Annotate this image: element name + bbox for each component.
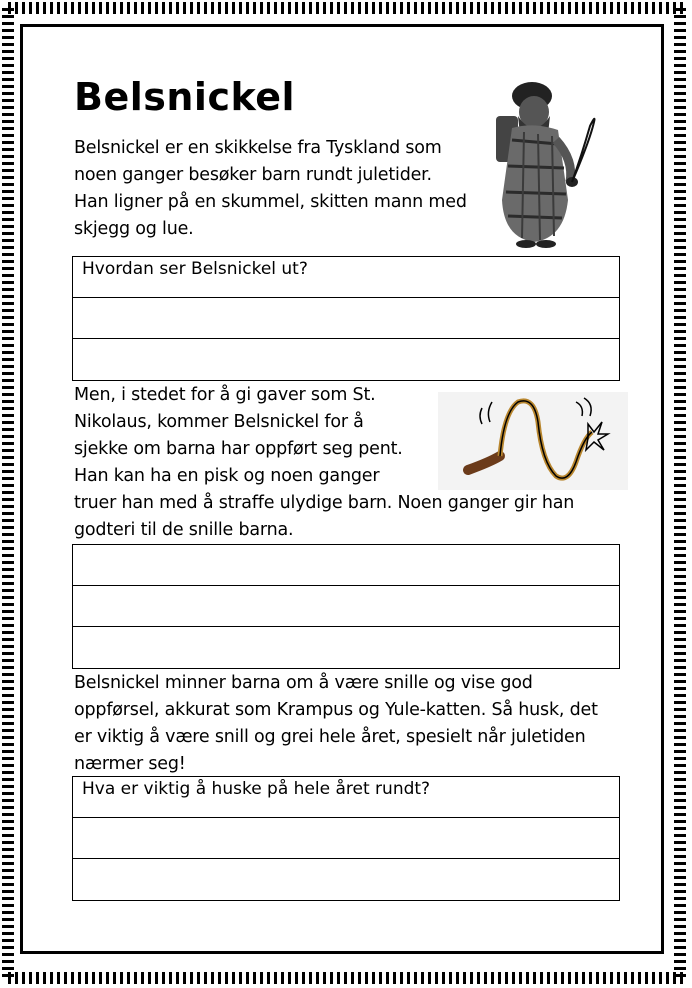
- answer-box-3: [72, 776, 620, 901]
- intro-paragraph: Belsnickel er en skikkelse fra Tyskland som noen ganger besøker barn rundt juletider. Han ligner på en skummel, skitten mann med skjegg og lue.: [74, 138, 467, 239]
- answer-line[interactable]: [73, 545, 619, 586]
- answer-line[interactable]: [73, 627, 619, 668]
- answer-box-1: [72, 256, 620, 381]
- question-1-text: Hvordan ser Belsnickel ut?: [82, 259, 308, 279]
- border-right: [674, 8, 686, 980]
- border-top: [8, 2, 684, 14]
- belsnickel-illustration-icon: [478, 70, 598, 250]
- answer-line[interactable]: [73, 298, 619, 339]
- page-title: Belsnickel: [74, 75, 296, 119]
- border-left: [2, 8, 14, 980]
- answer-line[interactable]: [73, 818, 619, 859]
- middle-paragraph: Men, i stedet for å gi gaver som St. Nikolaus, kommer Belsnickel for å sjekke om barna har oppført seg pent. Han kan ha en pisk og noen ganger truer han med å straffe ulydige barn. Noen ganger gir han godteri til de snille barna.: [74, 385, 575, 540]
- whip-illustration-icon: [438, 392, 628, 490]
- answer-line[interactable]: [73, 586, 619, 627]
- question-3-text: Hva er viktig å huske på hele året rundt?: [82, 779, 431, 799]
- answer-box-2: [72, 544, 620, 669]
- answer-line[interactable]: [73, 859, 619, 900]
- border-bottom: [8, 972, 684, 984]
- answer-line-question[interactable]: [73, 257, 619, 298]
- answer-line[interactable]: [73, 339, 619, 380]
- answer-line-question[interactable]: [73, 777, 619, 818]
- closing-paragraph: Belsnickel minner barna om å være snille og vise god oppførsel, akkurat som Krampus og Yule-katten. Så husk, det er viktig å være snill og grei hele året, spesielt når juletiden nærmer seg!: [74, 673, 598, 774]
